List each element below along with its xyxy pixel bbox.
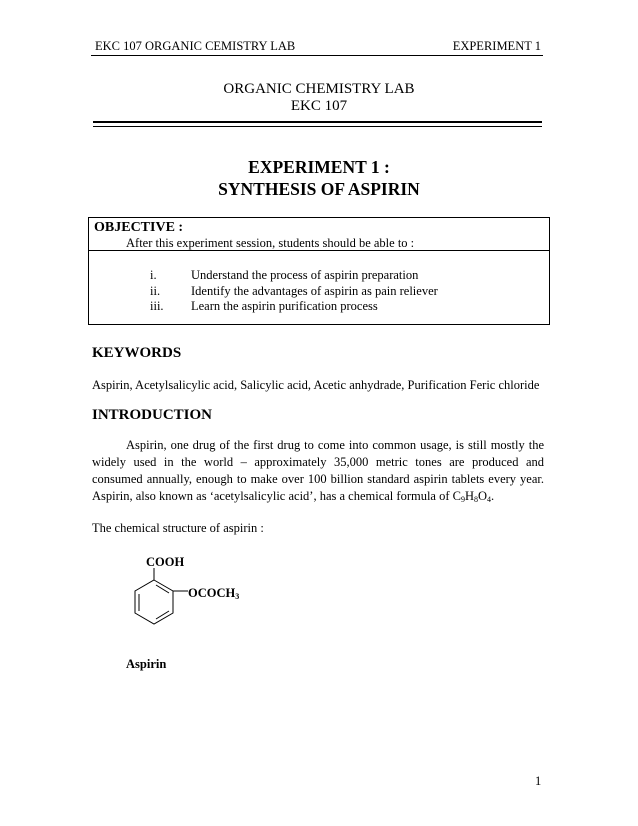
introduction-heading: INTRODUCTION <box>92 407 213 423</box>
course-title: ORGANIC CHEMISTRY LAB <box>223 81 415 97</box>
objective-intro: After this experiment session, students should be able to : <box>126 236 415 250</box>
course-code: EKC 107 <box>290 98 348 114</box>
keywords-text: Aspirin, Acetylsalicylic acid, Salicylic acid, Acetic anhydrade, Purification Feric chloride <box>92 378 540 392</box>
intro-line-4 <box>92 488 494 508</box>
structure-name: Aspirin <box>126 657 167 671</box>
title-rule-thin <box>93 126 542 127</box>
objective-item-text: Identify the advantages of aspirin as pain reliever <box>191 284 438 298</box>
cooh-label: COOH <box>146 555 185 569</box>
title-rule-thick <box>93 121 542 123</box>
objective-item-number: iii. <box>150 299 164 313</box>
structure-caption: The chemical structure of aspirin : <box>92 521 264 535</box>
objective-box <box>88 217 550 325</box>
experiment-title: SYNTHESIS OF ASPIRIN <box>218 179 420 199</box>
running-header <box>91 38 543 56</box>
running-header-left: EKC 107 ORGANIC CEMISTRY LAB <box>95 39 296 53</box>
objective-heading: OBJECTIVE : <box>94 220 184 235</box>
intro-line-2: widely used in the world – approximately 35,000 metric tones are produced and <box>92 455 544 469</box>
running-header-right: EXPERIMENT 1 <box>452 39 541 53</box>
ococh3-label: $OCOCH_3$ <box>188 586 240 601</box>
objective-item-number: i. <box>150 268 157 282</box>
chemical-formula: $C_9H_8O_4$. <box>452 489 495 504</box>
page-number: 1 <box>535 774 542 788</box>
intro-line-4-text: Aspirin, also known as ‘acetylsalicylic acid’, has a chemical formula of <box>92 489 453 503</box>
intro-line-3: consumed annually, enough to make over 100 billion standard aspirin tablets every year. <box>92 472 544 486</box>
keywords-heading: KEYWORDS <box>92 345 182 361</box>
intro-line-1: Aspirin, one drug of the first drug to come into common usage, is still mostly the <box>126 438 544 452</box>
experiment-number: EXPERIMENT 1 : <box>248 157 390 177</box>
objective-item-text: Learn the aspirin purification process <box>191 299 378 313</box>
objective-item-number: ii. <box>150 284 161 298</box>
objective-divider <box>89 250 549 251</box>
benzene-ring-structure <box>118 568 198 640</box>
objective-item-text: Understand the process of aspirin preparation <box>191 268 419 282</box>
